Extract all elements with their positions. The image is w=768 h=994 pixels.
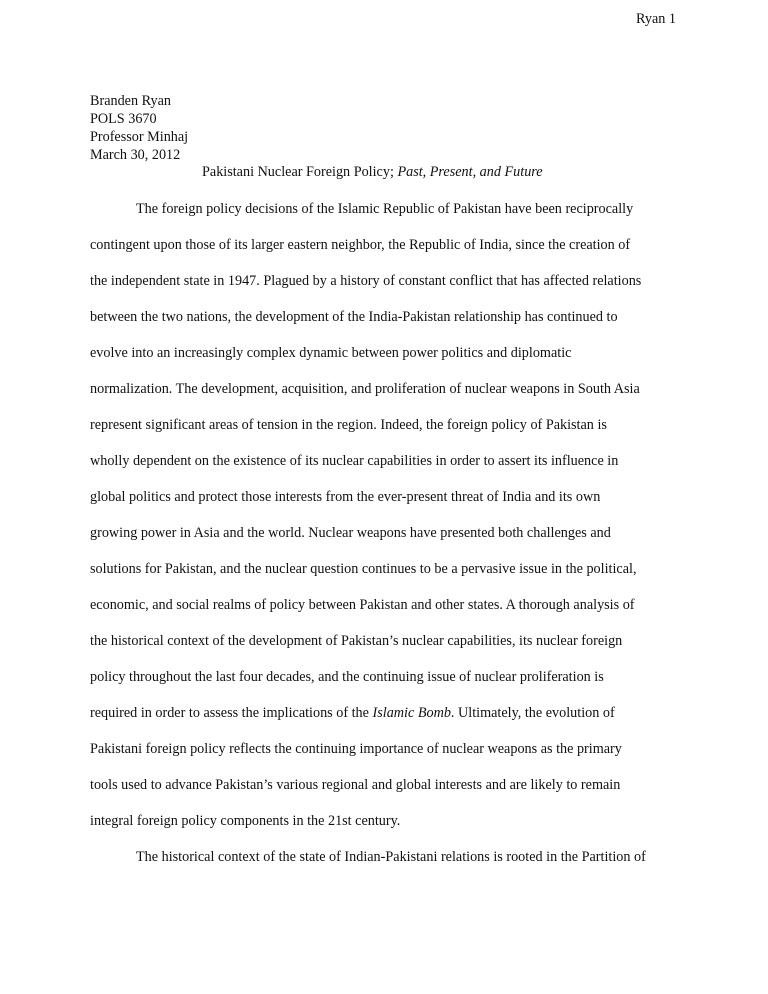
paragraph-line: policy throughout the last four decades, and the continuing issue of nuclear proliferation is [90, 669, 604, 685]
course-name: POLS 3670 [90, 111, 157, 127]
paragraph-line: The foreign policy decisions of the Islamic Republic of Pakistan have been reciprocally [136, 201, 634, 217]
paragraph-line: integral foreign policy components in the 21st century. [90, 813, 401, 829]
paragraph-line: Pakistani foreign policy reflects the continuing importance of nuclear weapons as the primary [90, 741, 622, 757]
paragraph-line: the independent state in 1947. Plagued by a history of constant conflict that has affected relations [90, 273, 642, 289]
paragraph-line: economic, and social realms of policy between Pakistan and other states. A thorough analysis of [90, 597, 635, 613]
paragraph-line [90, 704, 690, 722]
paragraph-line: solutions for Pakistan, and the nuclear question continues to be a pervasive issue in the political, [90, 561, 637, 577]
mla-heading [90, 92, 188, 164]
paper-title [202, 163, 543, 181]
paragraph-line: evolve into an increasingly complex dynamic between power politics and diplomatic [90, 345, 572, 361]
professor-name: Professor Minhaj [90, 129, 189, 145]
student-name: Branden Ryan [90, 93, 171, 109]
paragraph-line: the historical context of the development of Pakistan’s nuclear capabilities, its nuclear foreign [90, 633, 623, 649]
italic-term: Islamic Bomb [372, 705, 451, 721]
paragraph-line: normalization. The development, acquisition, and proliferation of nuclear weapons in South Asia [90, 381, 640, 397]
paragraph-line: global politics and protect those interests from the ever-present threat of India and its own [90, 489, 601, 505]
paragraph-line: growing power in Asia and the world. Nuclear weapons have presented both challenges and [90, 525, 611, 541]
paragraph-line: tools used to advance Pakistan’s various regional and global interests and are likely to remain [90, 777, 621, 793]
paragraph-line: contingent upon those of its larger eastern neighbor, the Republic of India, since the creation of [90, 237, 631, 253]
title-subtitle: Past, Present, and Future [397, 164, 543, 180]
line-text: . Ultimately, the evolution of [450, 705, 615, 721]
page-number: 1 [668, 11, 676, 27]
line-text: required in order to assess the implications of the [90, 705, 373, 721]
running-head-author: Ryan [635, 11, 666, 27]
title-main: Pakistani Nuclear Foreign Policy; [202, 164, 398, 180]
paper-date: March 30, 2012 [90, 147, 181, 163]
running-head [636, 10, 676, 28]
paragraph-line: The historical context of the state of Indian-Pakistani relations is rooted in the Partition of [136, 849, 646, 865]
paragraph-line: represent significant areas of tension in the region. Indeed, the foreign policy of Pakistan is [90, 417, 607, 433]
paragraph-line: between the two nations, the development of the India-Pakistan relationship has continued to [90, 309, 618, 325]
paragraph-line: wholly dependent on the existence of its nuclear capabilities in order to assert its influence in [90, 453, 619, 469]
